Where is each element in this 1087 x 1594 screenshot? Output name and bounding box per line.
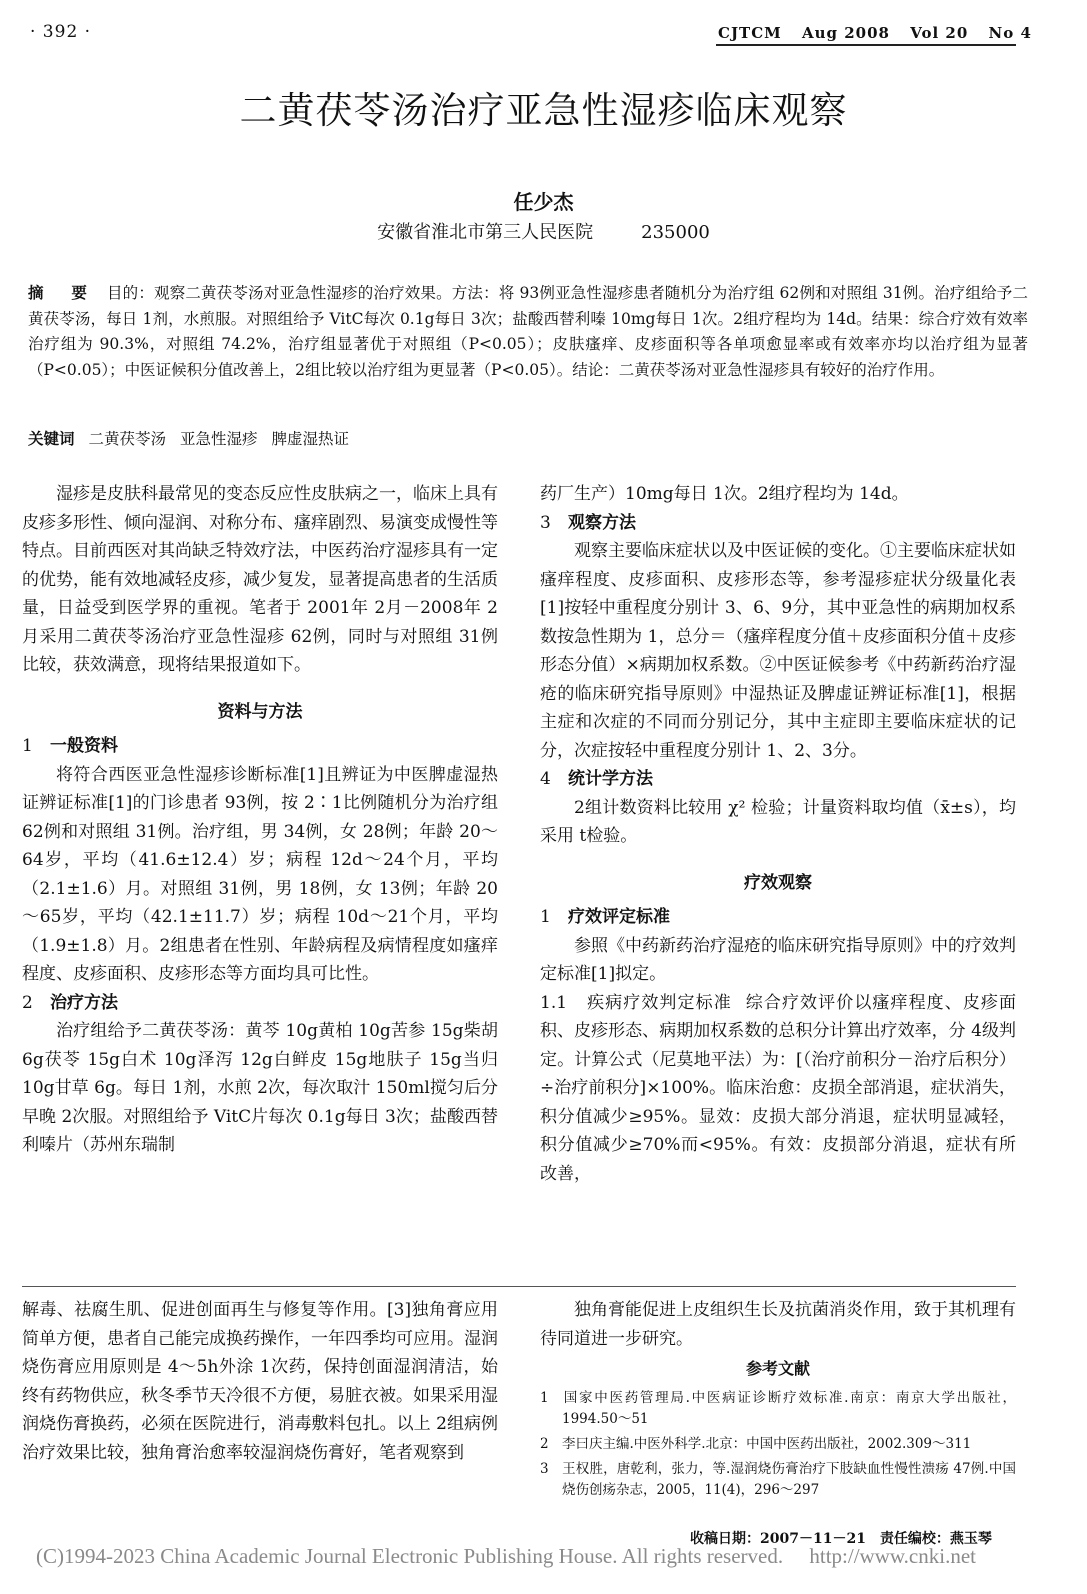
- subsection-number: 2: [22, 992, 33, 1013]
- reference-item: [540, 1434, 1016, 1455]
- discussion-end-paragraph: 独角膏能促进上皮组织生长及抗菌消炎作用，致于其机理有待同道进一步研究。: [540, 1300, 1016, 1349]
- affiliation-zip: 235000: [641, 222, 710, 243]
- criteria-paragraph: 参照《中药新药治疗湿疮的临床研究指导原则》中的疗效判定标准[1]拟定。: [540, 935, 1016, 984]
- page-divider: [22, 1286, 1016, 1287]
- discussion-paragraph: 解毒、祛腐生肌、促进创面再生与修复等作用。[3]独角膏应用简单方便，患者自己能完成换药操作，一年四季均可应用。湿润烧伤膏应用原则是 4～5h外涂 1次药，保持创面湿润清洁，始终有药物供应，秋冬季节天冷很不方便，易脏衣被。如果采用湿润烧伤膏换药，必须在医院进行，消毒敷料包扎。以上 2组病例治疗效果比较，独角膏治愈率较湿润烧伤膏好，笔者观察到: [22, 1300, 498, 1463]
- responsible-editor: 责任编校：燕玉琴: [879, 1531, 992, 1547]
- reference-number: 1: [540, 1389, 549, 1406]
- subsection-heading: [22, 989, 498, 1018]
- subsection-heading: [540, 765, 1016, 794]
- reference-number: 3: [540, 1460, 549, 1477]
- abstract: [28, 280, 1028, 383]
- statistics-paragraph: 2组计数资料比较用 χ² 检验；计量资料取均值（x̄±s），均采用 t检验。: [540, 797, 1016, 846]
- section-title-efficacy: 疗效观察: [744, 872, 812, 893]
- subsection-title: 一般资料: [50, 736, 118, 756]
- abstract-label: 摘 要: [28, 283, 94, 302]
- keywords: [28, 427, 1028, 449]
- keyword-item: 二黄茯苓汤: [88, 430, 167, 448]
- subsection-number: 1.1: [540, 992, 568, 1013]
- bottom-right-column: [540, 1296, 1016, 1505]
- subsection-heading: [540, 903, 1016, 932]
- subsection-heading: [540, 509, 1016, 538]
- abstract-text: 目的：观察二黄茯苓汤对亚急性湿疹的治疗效果。方法：将 93例亚急性湿疹患者随机分为治疗组 62例和对照组 31例。治疗组给予二黄茯苓汤，每日 1剂，水煎服。对照组给予 VitC每次 0.1g每日 3次；盐酸西替利嗪 10mg每日 1次。2组疗程均为 14d。结果：综合疗效有效率治疗组为 90.3%，对照组 74.2%，治疗组显著优于对照组（P<0.05）；皮肤瘙痒、皮疹面积等各单项愈显率或有效率亦均以治疗组为显著（P<0.05）；中医证候积分值改善上，2组比较以治疗组为更显著（P<0.05）。结论：二黄茯苓汤对亚急性湿疹具有较好的治疗作用。: [28, 284, 1028, 379]
- copyright-footer: (C)1994-2023 China Academic Journal Electronic Publishing House. All rights reserved. http://www.cnki.net: [36, 1544, 976, 1568]
- subsection-number: 3: [540, 512, 551, 533]
- left-column: [22, 480, 498, 1160]
- treatment-paragraph: 治疗组给予二黄茯苓汤：黄芩 10g黄柏 10g苦参 15g柴胡 6g茯苓 15g白术 10g泽泻 12g白鲜皮 15g地肤子 15g当归 10g甘草 6g。每日 1剂，水煎 2次，每次取汁 150ml搅匀后分早晚 2次服。对照组给予 VitC片每次 0.1g每日 3次；盐酸西替利嗪片（苏州东瑞制: [22, 1021, 498, 1155]
- subsection-title: 统计学方法: [568, 769, 653, 789]
- section-title-methods: 资料与方法: [217, 701, 303, 722]
- header-rule: [716, 44, 1016, 46]
- reference-text: 王权胜，唐乾利，张力，等.湿润烧伤膏治疗下肢缺血性慢性溃疡 47例.中国烧伤创疡杂志，2005，11(4)，296～297: [562, 1460, 1016, 1498]
- affiliation: [0, 218, 1087, 244]
- journal-issue: No 4: [988, 24, 1032, 42]
- subsection-number: 4: [540, 769, 551, 789]
- article-title: 二黄茯苓汤治疗亚急性湿疹临床观察: [239, 89, 848, 132]
- subsection-title: 疗效评定标准: [568, 907, 670, 927]
- reference-number: 2: [540, 1435, 549, 1452]
- subsection-title: 治疗方法: [50, 992, 118, 1013]
- references-title: 参考文献: [745, 1359, 810, 1378]
- subsection-title: 观察方法: [568, 512, 636, 533]
- page-number: · 392 ·: [30, 22, 92, 42]
- observation-paragraph: 观察主要临床症状以及中医证候的变化。①主要临床症状如瘙痒程度、皮疹面积、皮疹形态等，参考湿疹症状分级量化表[1]按轻中重程度分别计 3、6、9分，其中亚急性的病期加权系数按急性期为 1，总分＝（瘙痒程度分值＋皮疹面积分值＋皮疹形态分值）×病期加权系数。②中医证候参考《中药新药治疗湿疮的临床研究指导原则》中湿热证及脾虚证辨证标准[1]，根据主症和次症的不同而分别记分，其中主症即主要临床症状的记分，次症按轻中重程度分别计 1、2、3分。: [540, 541, 1016, 761]
- keyword-item: 脾虚湿热证: [271, 430, 350, 448]
- criteria-detail-text: 综合疗效评价以瘙痒程度、皮疹面积、皮疹形态、病期加权系数的总积分计算出疗效率，分 4级判定。计算公式（尼莫地平法）为：[（治疗前积分－治疗后积分）÷治疗前积分]×100%。临床治愈：皮损全部消退，症状消失，积分值减少≥95%。显效：皮损大部分消退，症状明显减轻，积分值减少≥70%而<95%。有效：皮损部分消退，症状有所改善，: [540, 992, 1017, 1184]
- subsection-number: 1: [22, 736, 33, 756]
- references-list: [540, 1388, 1016, 1501]
- subsection-number: 1: [540, 907, 551, 927]
- reference-text: 李曰庆主编.中医外科学.北京：中国中医药出版社，2002.309～311: [562, 1435, 972, 1452]
- received-date: 收稿日期：2007－11－21: [690, 1531, 866, 1547]
- journal-header: [718, 24, 1046, 42]
- journal-name: CJTCM: [718, 24, 782, 42]
- subsection-label: 疾病疗效判定标准: [586, 992, 732, 1013]
- criteria-detail-paragraph: [540, 989, 1016, 1189]
- author-name: 任少杰: [513, 190, 574, 214]
- reference-item: [540, 1388, 1016, 1430]
- reference-text: 国家中医药管理局.中医病证诊断疗效标准.南京：南京大学出版社，1994.50～51: [562, 1389, 1016, 1427]
- right-column: [540, 480, 1016, 1188]
- general-data-paragraph: 将符合西医亚急性湿疹诊断标准[1]且辨证为中医脾虚湿热证辨证标准[1]的门诊患者 93例，按 2∶1比例随机分为治疗组 62例和对照组 31例。治疗组，男 34例，女 28例；年龄 20～64岁，平均（41.6±12.4）岁；病程 12d～24个月，平均（2.1±1.6）月。对照组 31例，男 18例，女 13例；年龄 20～65岁，平均（42.1±11.7）岁；病程 10d～21个月，平均（1.9±1.8）月。2组患者在性别、年龄病程及病情程度如瘙痒程度、皮疹面积、皮疹形态等方面均具可比性。: [22, 764, 498, 984]
- reference-item: [540, 1459, 1016, 1501]
- continued-paragraph: 药厂生产）10mg每日 1次。2组疗程均为 14d。: [540, 484, 909, 504]
- keywords-label: 关键词: [28, 429, 75, 448]
- journal-volume: Vol 20: [910, 24, 969, 42]
- bottom-left-column: [22, 1296, 498, 1467]
- subsection-heading: [22, 732, 498, 761]
- affiliation-name: 安徽省淮北市第三人民医院: [377, 222, 594, 243]
- journal-date: Aug 2008: [801, 24, 890, 42]
- keyword-item: 亚急性湿疹: [180, 430, 258, 448]
- intro-paragraph: 湿疹是皮肤科最常见的变态反应性皮肤病之一，临床上具有皮疹多形性、倾向湿润、对称分布、瘙痒剧烈、易演变成慢性等特点。目前西医对其尚缺乏特效疗法，中医药治疗湿疹具有一定的优势，能有效地减轻皮疹，减少复发，显著提高患者的生活质量，日益受到医学界的重视。笔者于 2001年 2月－2008年 2月采用二黄茯苓汤治疗亚急性湿疹 62例，同时与对照组 31例比较，获效满意，现将结果报道如下。: [22, 484, 498, 675]
